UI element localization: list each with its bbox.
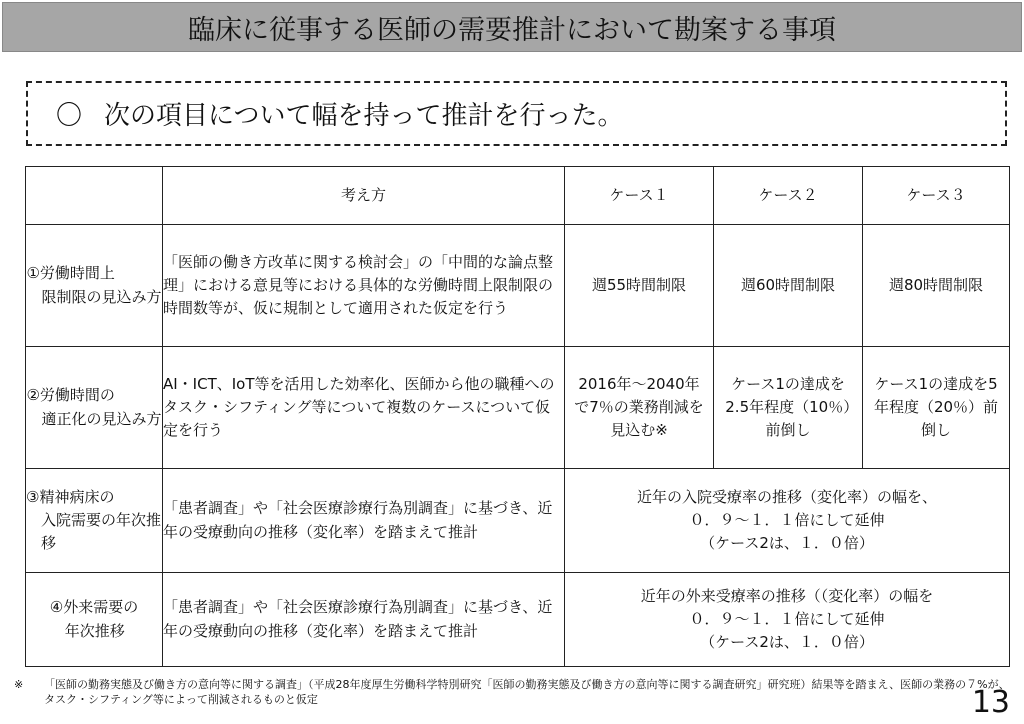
row-concept: 「患者調査」や「社会医療診療行為別調査」に基づき、近年の受療動向の推移（変化率）を踏まえて推計 [163,573,565,667]
footnote-mark: ※ [14,678,24,691]
merged-line1: 近年の外来受療率の推移（（変化率）の幅を [640,586,934,605]
row-case1: 2016年～2040年で7％の業務削減を見込む※ [565,347,714,469]
row-case2: ケース1の達成を2.5年程度（10％）前倒し [714,347,863,469]
estimation-table [25,166,1010,667]
header-case3: ケース３ [863,167,1010,225]
slide-title-bar [2,2,1022,52]
row-item-label: ①労働時間上 限制限の見込み方 [26,225,163,347]
circle-bullet-icon: 〇 [56,101,83,131]
row-case2: 週60時間制限 [714,225,863,347]
row-merged-cases [565,469,1010,573]
header-item [26,167,163,225]
row-item-label: ②労働時間の 適正化の見込み方 [26,347,163,469]
page-number: 13 [971,685,1010,720]
merged-line2: ０．９～１．１倍にして延伸 [689,609,885,628]
row-concept: AI・ICT、IoT等を活用した効率化、医師から他の職種へのタスク・シフティング等について複数のケースについて仮定を行う [163,347,565,469]
slide-title: 臨床に従事する医師の需要推計において勘案する事項 [188,14,836,46]
header-row [26,167,1010,225]
header-case1: ケース１ [565,167,714,225]
row-item-label: ③精神病床の 入院需要の年次推移 [26,469,163,573]
merged-line1: 近年の入院受療率の推移（変化率）の幅を、 [636,487,937,506]
row-concept: 「医師の働き方改革に関する検討会」の「中間的な論点整理」における意見等における具体的な労働時間上限制限の時間数等が、仮に規制として適用された仮定を行う [163,225,565,347]
table-row [26,469,1010,573]
merged-line3: （ケース2は、１．０倍） [700,633,874,652]
row-case3: ケース1の達成を5年程度（20％）前倒し [863,347,1010,469]
table-row [26,573,1010,667]
row-merged-cases [565,573,1010,667]
row-item-label: ④外来需要の 年次推移 [26,573,163,667]
header-concept: 考え方 [163,167,565,225]
row-concept: 「患者調査」や「社会医療診療行為別調査」に基づき、近年の受療動向の推移（変化率）を踏まえて推計 [163,469,565,573]
footnote [14,678,1014,708]
merged-line2: ０．９～１．１倍にして延伸 [689,510,885,529]
footnote-text: 「医師の勤務実態及び働き方の意向等に関する調査」（平成28年度厚生労働科学特別研究「医師の勤務実態及び働き方の意向等に関する調査研究」研究班）結果等を踏まえ、医師の業務の７%が、タスク・シフティング等によって削減されるものと仮定 [44,678,1010,706]
table-row [26,347,1010,469]
row-case3: 週80時間制限 [863,225,1010,347]
summary-box [26,81,1007,146]
header-case2: ケース２ [714,167,863,225]
row-case1: 週55時間制限 [565,225,714,347]
table-row [26,225,1010,347]
merged-line3: （ケース2は、１．０倍） [700,534,874,553]
summary-text: 次の項目について幅を持って推計を行った。 [104,101,624,131]
